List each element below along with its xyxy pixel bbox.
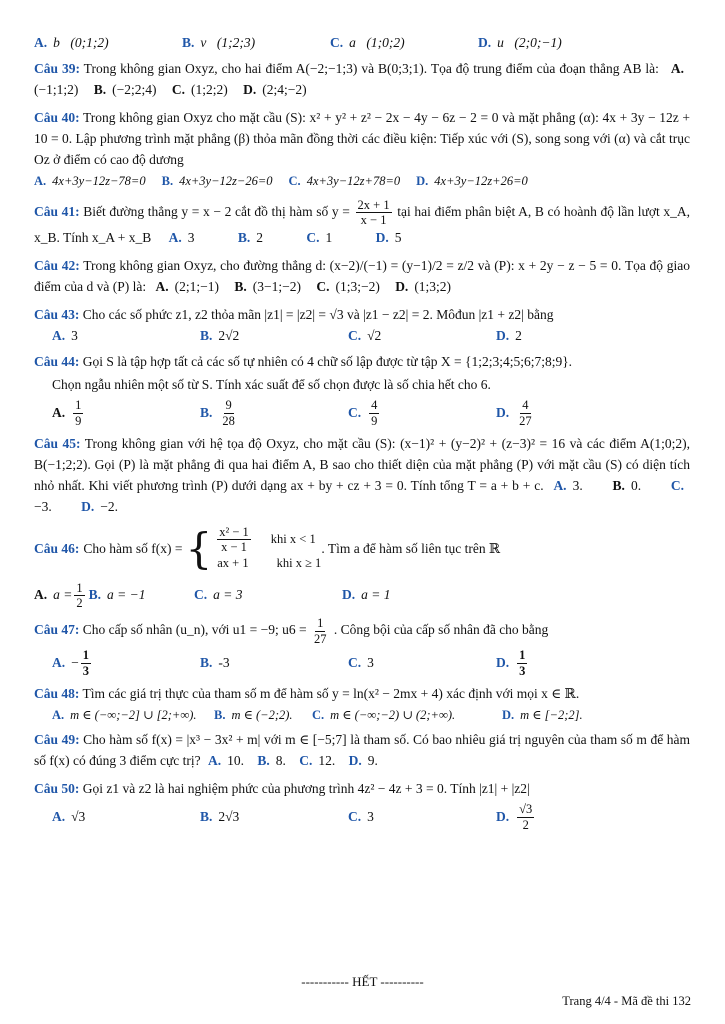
- q40-options: [34, 173, 690, 191]
- option-c: C. a⃗(1;0;2): [330, 35, 405, 50]
- question-46: Câu 46: Cho hàm số f(x) = { $\frac{\text{x² − 1}}{x - 1}$ khi x < 1 ax + 1 khi x ≥ 1 . Tìm a để hàm số liên tục trên ℝ: [34, 524, 501, 574]
- q50-options: [34, 802, 690, 832]
- question-50: Câu 50: Gọi z1 và z2 là hai nghiệm phức của phương trình 4z² − 4z + 3 = 0. Tính |z1| + |z2|: [34, 781, 530, 797]
- option-c: C. 3: [348, 654, 374, 670]
- question-44: Câu 44: Gọi S là tập hợp tất cả các số tự nhiên có 4 chữ số lập được từ tập X = {1;2;3;4;5;6;7;8;9}.: [34, 354, 573, 370]
- question-42: Câu 42: Trong không gian Oxyz, cho đường thẳng d: (x−2)/(−1) = (y−1)/2 = z/2 và (P): x + 2y − z − 5 = 0. Tọa độ giao điểm của d và (P) là: A. (2;1;−1) B. (3−1;−2) C. (1;3;−2) D. (1;3;2): [34, 257, 690, 294]
- option-d: D. $\frac{4}{27}$: [496, 398, 532, 428]
- exam-page: [34, 34, 690, 838]
- q48-options: [34, 707, 690, 725]
- option-d: D. u⃗(2;0;−1): [478, 35, 562, 50]
- q47-options: [34, 648, 690, 678]
- q46-options: [34, 581, 690, 611]
- option-d: D. 4x+3y−12z+26=0: [416, 173, 528, 188]
- question-41: Câu 41: Biết đường thẳng y = x − 2 cắt đồ thị hàm số y = $\frac{2x + 1}{x - 1}$ tại hai điểm phân biệt A, B có hoành độ lần lượt x_A, x_B. Tính x_A + x_B A. 3 B. 2 C. 1 D. 5: [34, 198, 690, 245]
- question-44-line2: Chọn ngẫu nhiên một số từ S. Tính xác suất để số chọn được là số chia hết cho 6.: [52, 377, 491, 393]
- question-40: Câu 40: Trong không gian Oxyz cho mặt cầu (S): x² + y² + z² − 2x − 4y − 6z − 2 = 0 và mặt phẳng (α): 4x + 3y − 12z + 10 = 0. Lập phương trình mặt phẳng (β) thỏa mãn đồng thời các điều kiện: Tiếp xúc với (S), song song với (α) và cắt trục Oz ở điểm có cao độ dương: [34, 109, 690, 167]
- question-39: Câu 39: Trong không gian Oxyz, cho hai điểm A(−2;−1;3) và B(0;3;1). Tọa độ trung điểm của đoạn thẳng AB là: A.(−1;1;2) B. (−2;2;4) C. (1;2;2) D. (2;4;−2): [34, 60, 684, 97]
- option-b: B. m ∈ (−2;2).: [214, 707, 293, 722]
- end-marker: ----------- HẾT ----------: [301, 974, 424, 989]
- question-47: Câu 47: Cho cấp số nhân (u_n), với u1 = −9; u6 = $\frac{1}{27}$ . Công bội của cấp số nhân đã cho bằng: [34, 616, 549, 646]
- option-b: B. $\frac{9}{28}$: [200, 398, 235, 428]
- q38-options: [34, 34, 690, 53]
- option-b: B. 2√2: [200, 328, 240, 344]
- option-a: A. m ∈ (−∞;−2] ∪ [2;+∞).: [52, 707, 197, 722]
- fraction: $\frac{2x + 1}{x - 1}$: [357, 198, 390, 228]
- option-a: A. b⃗(0;1;2): [34, 35, 109, 50]
- option-c: C. 4x+3y−12z+78=0: [288, 173, 401, 188]
- q44-options: [34, 398, 690, 428]
- option-a: A. 4x+3y−12z−78=0: [34, 173, 146, 188]
- option-d: D. a = 1: [342, 587, 391, 603]
- option-c: C. $\frac{4}{9}$: [348, 398, 378, 428]
- piecewise-function: { $\frac{\text{x² − 1}}{x - 1}$ khi x < 1 ax + 1 khi x ≥ 1: [185, 524, 322, 574]
- option-c: C. √2: [348, 328, 382, 344]
- question-48: Câu 48: Tìm các giá trị thực của tham số m để hàm số y = ln(x² − 2mx + 4) xác định với mọi x ∈ ℝ.: [34, 685, 580, 701]
- option-b: B. 4x+3y−12z−26=0: [161, 173, 273, 188]
- option-c: C. 3: [348, 808, 374, 824]
- option-d: D. $\frac{√3}{2}$: [496, 802, 533, 832]
- option-b: B. -3: [200, 654, 230, 670]
- option-a: A. − $\frac{1}{3}$: [52, 648, 89, 678]
- option-c: C. a = 3: [194, 587, 243, 603]
- question-45: Câu 45: Trong không gian với hệ tọa độ Oxyz, cho mặt cầu (S): (x−1)² + (y−2)² + (z−3)² = 16 và các điểm A(1;0;2), B(−1;2;2). Gọi (P) là mặt phẳng đi qua hai điểm A, B sao cho thiết diện của mặt phẳng (P) với mặt cầu (S) có diện tích nhỏ nhất. Khi viết phương trình (P) dưới dạng ax + by + cz + 3 = 0. Tính tổng T = a + b + c. A. 3. B. 0. C.−3. D. −2.: [34, 435, 690, 514]
- option-a: A. √3: [52, 808, 86, 824]
- option-a: A. $\frac{1}{9}$: [52, 398, 82, 428]
- option-b: B. v⃗(1;2;3): [182, 35, 256, 50]
- option-d: D. m ∈ [−2;2].: [502, 707, 583, 722]
- option-d: D. 2: [496, 328, 522, 344]
- option-a: A. a = $\frac{1}{2}$ B. a = −1: [34, 580, 146, 611]
- option-a: A. 3: [52, 328, 78, 344]
- question-49: Câu 49: Cho hàm số f(x) = |x³ − 3x² + m| với m ∈ [−5;7] là tham số. Có bao nhiêu giá trị nguyên của tham số m để hàm số f(x) có đúng 3 điểm cực trị? A. 10. B. 8. C. 12. D. 9.: [34, 732, 690, 769]
- option-c: C. m ∈ (−∞;−2) ∪ (2;+∞).: [312, 707, 456, 722]
- option-d: D. $\frac{1}{3}$: [496, 648, 526, 678]
- q43-options: [34, 327, 690, 346]
- option-b: B. 2√3: [200, 808, 240, 824]
- question-43: Câu 43: Cho các số phức z1, z2 thỏa mãn |z1| = |z2| = √3 và |z1 − z2| = 2. Môđun |z1 + z2| bằng: [34, 306, 554, 322]
- page-footer: Trang 4/4 - Mã đề thi 132: [562, 994, 691, 1008]
